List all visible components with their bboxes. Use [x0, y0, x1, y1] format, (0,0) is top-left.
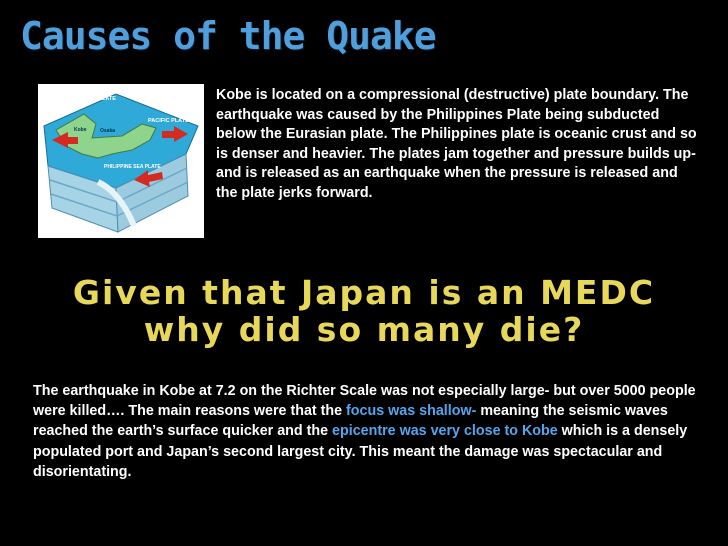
label-philippine-sea-plate: PHILIPPINE SEA PLATE: [104, 164, 161, 170]
para2-text-3: which is a densely populated port and Japan’s second largest city. This meant the damage was spectacular and disorientating.: [33, 423, 688, 480]
highlight-focus-shallow: focus was shallow-: [346, 403, 477, 420]
plate-tectonics-diagram: [38, 84, 204, 238]
death-toll-explanation: [33, 381, 705, 482]
label-osaka: Osaka: [100, 128, 116, 134]
label-kobe: Kobe: [74, 127, 87, 133]
para2-text-2: meaning the seismic waves reached the earth’s surface quicker and the: [33, 403, 668, 440]
slide-title: Causes of the Quake: [20, 14, 436, 58]
plate-boundary-explanation: Kobe is located on a compressional (destructive) plate boundary. The earthquake was caused by the Philippines Plate being subducted below the Eurasian plate. The Philippines plate is oceanic crust and so is denser and heavier. The plates jam together and pressure builds up- and is released as an earthquake when the pressure is released and the plate jerks forward.: [216, 87, 697, 201]
para2-text-1: The earthquake in Kobe at 7.2 on the Richter Scale was not especially large- but over 5000 people were killed…. The main reasons were that the: [33, 383, 696, 420]
plate-diagram-svg: [38, 84, 204, 238]
question-line-2: why did so many die?: [143, 310, 585, 349]
question-line-1: Given that Japan is an MEDC: [72, 273, 656, 312]
highlight-epicentre-close: epicentre was very close to Kobe: [332, 423, 558, 440]
label-eurasian-plate: EURASIAN PLATE: [68, 96, 116, 102]
label-pacific-plate: PACIFIC PLATE: [148, 118, 189, 124]
question-heading: [28, 274, 700, 348]
